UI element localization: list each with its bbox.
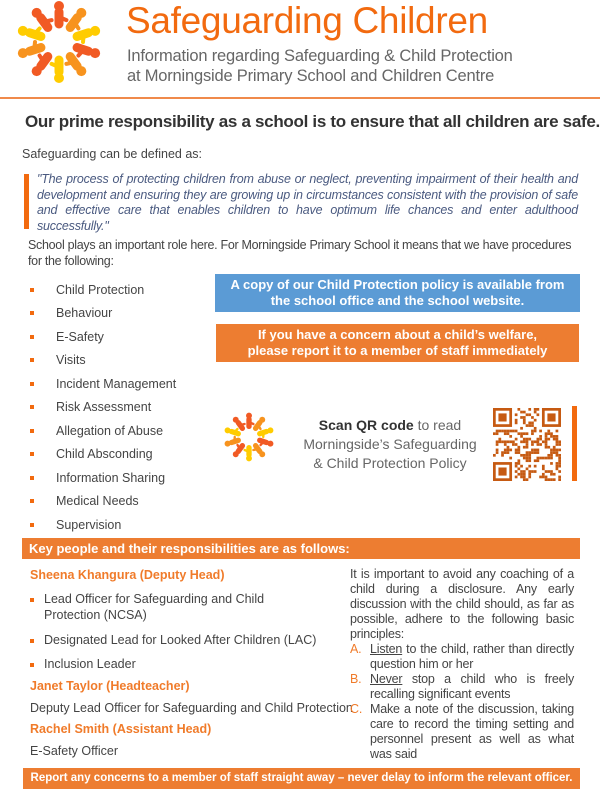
qr-instructions: Scan QR code to read Morningside’s Safeguarding & Child Protection Policy xyxy=(303,417,477,471)
bullet-icon xyxy=(30,382,34,386)
list-item: Supervision xyxy=(30,513,176,537)
list-item: A. Listen to the child, rather than directly question him or her xyxy=(350,642,574,671)
person-name: Rachel Smith (Assistant Head) xyxy=(30,722,212,736)
qr-code-icon[interactable] xyxy=(493,408,561,481)
bullet-icon xyxy=(30,405,34,409)
bullet-icon xyxy=(30,335,34,339)
bullet-icon xyxy=(30,358,34,362)
definition-quote: "The process of protecting children from abuse or neglect, preventing impairment of their health and development and ensuring they are growing up in circumstances consistent with the provision of safe and effective care that enables children to have optimum life chances and enter adulthood successfully." xyxy=(37,172,578,233)
list-item: E-Safety xyxy=(30,325,176,349)
person-name: Sheena Khangura (Deputy Head) xyxy=(30,568,225,582)
list-item: Child Protection xyxy=(30,278,176,302)
bullet-icon xyxy=(30,523,34,527)
list-item: Visits xyxy=(30,349,176,373)
subtitle-line-1: Information regarding Safeguarding & Child Protection xyxy=(127,47,513,65)
quote-accent-bar xyxy=(24,174,29,229)
key-people-heading: Key people and their responsibilities are as follows: xyxy=(22,538,580,559)
headline: Our prime responsibility as a school is to ensure that all children are safe. xyxy=(25,112,600,131)
page-title: Safeguarding Children xyxy=(126,0,488,41)
bullet-icon xyxy=(30,452,34,456)
bullet-icon xyxy=(30,499,34,503)
bullet-icon xyxy=(30,663,34,667)
bullet-icon xyxy=(30,429,34,433)
circle-of-children-logo-small-icon xyxy=(214,405,284,469)
person-role: E-Safety Officer xyxy=(30,744,118,758)
list-item: C. Make a note of the discussion, taking care to record the timing setting and personnel present as well as what was said xyxy=(350,702,574,761)
disclosure-guidance xyxy=(350,567,574,762)
subtitle-line-2: at Morningside Primary School and Children Centre xyxy=(127,67,495,85)
disclosure-intro: It is important to avoid any coaching of a child during a disclosure. Any early discussion with the child should, as far as possible, adhere to the following basic principles: xyxy=(350,567,574,641)
person-name: Janet Taylor (Headteacher) xyxy=(30,679,190,693)
list-item: Lead Officer for Safeguarding and Child Protection (NCSA) xyxy=(30,592,350,623)
person-roles-list xyxy=(30,592,350,672)
list-item: Child Absconding xyxy=(30,443,176,467)
bullet-icon xyxy=(30,598,34,602)
circle-of-children-logo-icon xyxy=(0,0,118,84)
list-item: Incident Management xyxy=(30,372,176,396)
list-item: Allegation of Abuse xyxy=(30,419,176,443)
bullet-icon xyxy=(30,311,34,315)
list-item: Risk Assessment xyxy=(30,396,176,420)
principles-list xyxy=(350,642,574,762)
bullet-icon xyxy=(30,288,34,292)
bullet-icon xyxy=(30,639,34,643)
intro-text: School plays an important role here. For Morningside Primary School it means that we have procedures for the following: xyxy=(28,238,572,268)
person-role: Deputy Lead Officer for Safeguarding and Child Protection xyxy=(30,701,353,715)
header-divider xyxy=(0,97,600,99)
concern-notice: If you have a concern about a child’s welfare, please report it to a member of staff immediately xyxy=(216,324,579,362)
procedures-list xyxy=(30,278,176,537)
bullet-icon xyxy=(30,476,34,480)
list-item: Inclusion Leader xyxy=(30,657,350,673)
policy-copy-notice: A copy of our Child Protection policy is available from the school office and the school website. xyxy=(215,274,580,312)
definition-label: Safeguarding can be defined as: xyxy=(22,147,202,161)
list-item: Medical Needs xyxy=(30,490,176,514)
qr-accent-bar xyxy=(572,406,577,481)
key-people-section xyxy=(30,568,353,758)
list-item: Behaviour xyxy=(30,302,176,326)
page-subtitle xyxy=(127,46,513,86)
list-item: Designated Lead for Looked After Children (LAC) xyxy=(30,633,350,649)
list-item: Information Sharing xyxy=(30,466,176,490)
list-item: B. Never stop a child who is freely recalling significant events xyxy=(350,672,574,701)
footer-notice: Report any concerns to a member of staff straight away – never delay to inform the relevant officer. xyxy=(23,768,580,789)
